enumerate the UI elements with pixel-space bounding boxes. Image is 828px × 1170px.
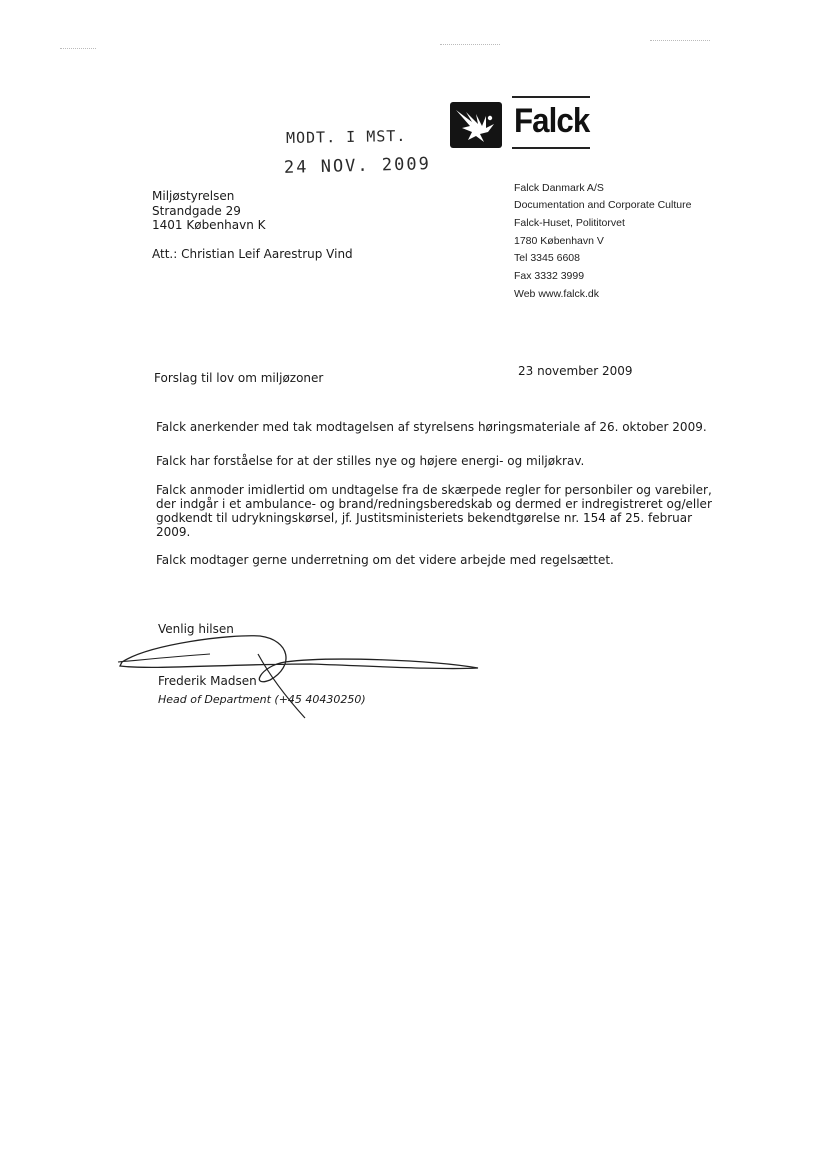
sender-web: Web www.falck.dk <box>514 288 599 300</box>
sender-department: Documentation and Corporate Culture <box>514 199 692 211</box>
closing-greeting: Venlig hilsen <box>158 622 234 636</box>
received-stamp-date: 24 NOV. 2009 <box>283 154 432 178</box>
scan-noise <box>60 48 96 50</box>
sender-tel: Tel 3345 6608 <box>514 252 580 264</box>
paragraph-2: Falck har forståelse for at der stilles nye og højere energi- og miljøkrav. <box>156 454 585 468</box>
eagle-icon <box>450 102 502 148</box>
logo-rule-top <box>512 96 590 98</box>
sender-city: 1780 København V <box>514 235 604 247</box>
recipient-name: Miljøstyrelsen <box>152 189 235 203</box>
scan-noise <box>440 44 500 46</box>
falck-logo <box>450 96 592 154</box>
recipient-street: Strandgade 29 <box>152 204 241 218</box>
signatory-name: Frederik Madsen <box>158 674 257 688</box>
paragraph-3-line-2: der indgår i et ambulance- og brand/redningsberedskab og dermed er indregistreret og/eller <box>156 497 712 511</box>
letter-subject: Forslag til lov om miljøzoner <box>154 371 324 385</box>
paragraph-3-line-1: Falck anmoder imidlertid om undtagelse fra de skærpede regler for personbiler og varebiler, <box>156 483 712 497</box>
logo-wordmark: Falck <box>514 102 590 140</box>
recipient-attention: Att.: Christian Leif Aarestrup Vind <box>152 247 353 261</box>
sender-company: Falck Danmark A/S <box>514 182 604 194</box>
sender-building: Falck-Huset, Polititorvet <box>514 217 625 229</box>
scan-noise <box>650 40 710 42</box>
received-stamp-label: MODT. I MST. <box>285 126 407 148</box>
paragraph-4: Falck modtager gerne underretning om det videre arbejde med regelsættet. <box>156 553 614 567</box>
paragraph-3-line-4: 2009. <box>156 525 191 539</box>
paragraph-3-line-3: godkendt til udrykningskørsel, jf. Justitsministeriets bekendtgørelse nr. 154 af 25. februar <box>156 511 693 525</box>
logo-rule-bottom <box>512 147 590 149</box>
letter-date: 23 november 2009 <box>518 364 633 378</box>
signatory-title: Head of Department (+45 40430250) <box>158 693 366 706</box>
sender-fax: Fax 3332 3999 <box>514 270 585 282</box>
recipient-city: 1401 København K <box>152 218 266 232</box>
paragraph-1: Falck anerkender med tak modtagelsen af styrelsens høringsmateriale af 26. oktober 2009. <box>156 420 707 434</box>
